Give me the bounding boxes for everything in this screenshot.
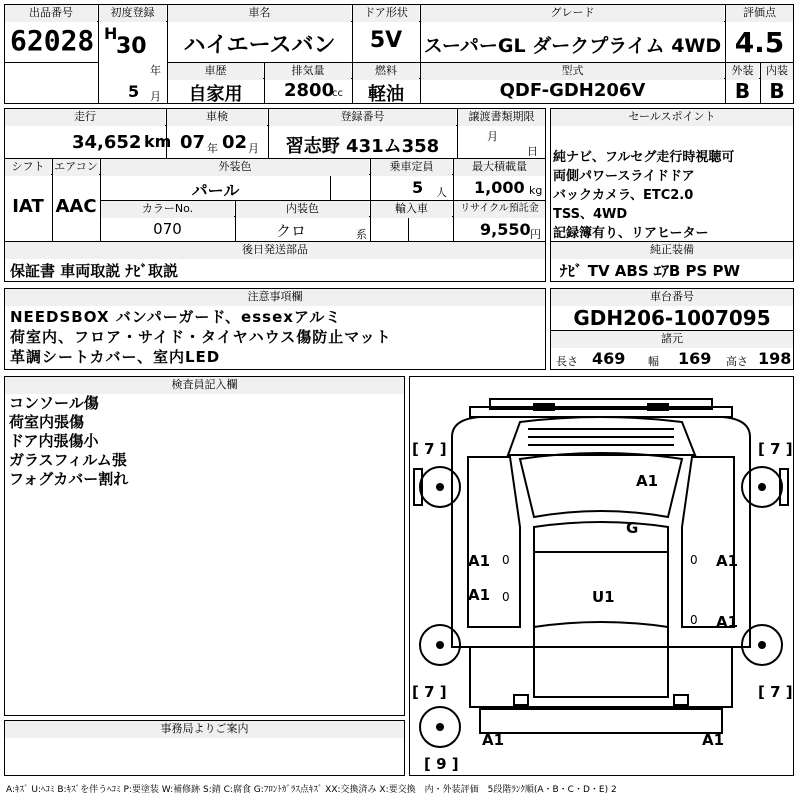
sales-label: セールスポイント — [551, 109, 793, 126]
notes-text — [10, 307, 392, 367]
inspector-notes — [9, 394, 128, 489]
door-label: ドア形状 — [353, 5, 419, 22]
intcolor-value: クロ — [275, 222, 306, 240]
right-rear-door-sub: 0 — [690, 613, 698, 627]
grade-name: スーパーGL ダークプライム 4WD — [423, 35, 722, 57]
left-rear-door-mark: A1 — [468, 586, 491, 604]
disp-value: 2800 — [284, 80, 335, 101]
tire-rear-left-mark: [ 7 ] — [412, 683, 447, 701]
legend: A:ｷｽﾞ U:ﾍｺﾐ B:ｷｽﾞを伴うﾍｺﾐ P:要塗装 W:補修跡 S:錆 C:腐食 G:ﾌﾛﾝﾄｶﾞﾗｽ点ｷｽﾞ XX:交換済み X:要交換 内・外装評価 5段階ﾗﾝｸ順(A・B・C・D・E) 2 — [6, 785, 617, 795]
type-label: 型式 — [421, 63, 724, 80]
shift-value: IAT — [12, 196, 44, 217]
cap-unit: 人 — [436, 186, 447, 199]
rear-left-mark: A1 — [482, 731, 505, 749]
load-label: 最大積載量 — [454, 159, 545, 176]
inspect-month: 02 — [222, 132, 248, 153]
first-reg-label: 初度登録 — [99, 5, 166, 22]
int-grade: B — [769, 79, 785, 103]
ext-label: 外装 — [726, 63, 759, 80]
left-front-door-mark: A1 — [468, 552, 491, 570]
notes-line: 荷室内、フロア・サイド・タイヤハウス傷防止マット — [10, 328, 392, 346]
tire-front-left-mark: [ 7 ] — [412, 440, 447, 458]
later-parts-value: 保証書 車両取説 ﾅﾋﾞ取説 — [10, 262, 178, 280]
mileage-label: 走行 — [5, 109, 165, 126]
plate-value: 習志野 431ム358 — [285, 136, 440, 157]
right-rear-door-mark: A1 — [716, 613, 739, 631]
lot-label: 出品番号 — [5, 5, 97, 22]
hood-damage-mark: A1 — [636, 472, 659, 490]
ext-grade: B — [734, 79, 751, 103]
rating-label: 評価点 — [726, 5, 793, 22]
equip-label: 純正装備 — [551, 242, 793, 259]
reg-month: 5 — [128, 82, 140, 101]
rating-value: 4.5 — [734, 26, 785, 59]
plate-label: 登録番号 — [269, 109, 456, 126]
wid-value: 169 — [678, 349, 712, 368]
spare-tire-mark: [ 9 ] — [424, 755, 459, 773]
recycle-label: リサイクル預託金 — [454, 201, 545, 218]
load-value: 1,000 — [474, 178, 525, 197]
grade-label: グレード — [421, 5, 724, 22]
type-value: QDF-GDH206V — [499, 80, 646, 101]
tire-front-right-mark: [ 7 ] — [758, 440, 793, 458]
transfer-label: 譲渡書類期限 — [458, 109, 545, 126]
inspector-line: 荷室内張傷 — [9, 413, 85, 431]
sales-line: 純ナビ、フルセグ走行時視聴可 — [553, 150, 735, 165]
fuel-value: 軽油 — [368, 84, 404, 105]
mileage-unit: km — [144, 132, 172, 151]
right-front-door-mark: A1 — [716, 552, 739, 570]
left-front-door-sub: 0 — [502, 553, 510, 567]
tire-rear-right-mark: [ 7 ] — [758, 683, 793, 701]
chassis-label: 車台番号 — [551, 289, 793, 306]
ac-label: エアコン — [53, 159, 99, 176]
wid-label: 幅 — [648, 355, 659, 368]
sales-line: 記録簿有り、リアヒーター — [553, 226, 709, 241]
car-outline — [410, 377, 793, 775]
inspector-line: ドア内張傷小 — [9, 432, 99, 450]
notes-label: 注意事項欄 — [5, 289, 545, 306]
hgt-label: 高さ — [726, 355, 748, 368]
inspector-label: 検査員記入欄 — [5, 377, 404, 394]
disp-unit: cc — [332, 88, 343, 99]
color-label: 外装色 — [101, 159, 369, 176]
history-label: 車歴 — [168, 63, 263, 80]
inspect-year-unit: 年 — [207, 142, 218, 155]
int-label: 内装 — [761, 63, 793, 80]
damage-diagram — [409, 376, 794, 776]
inspector-line: ガラスフィルム張 — [9, 451, 127, 469]
notes-line: 革調シートカバー、室内LED — [10, 348, 221, 366]
len-label: 長さ — [556, 355, 578, 368]
cap-value: 5 — [412, 178, 424, 197]
inspect-label: 車検 — [167, 109, 267, 126]
import-label: 輸入車 — [371, 201, 452, 218]
sales-line: バックカメラ、ETC2.0 — [553, 188, 694, 203]
color-value: パール — [191, 181, 240, 200]
dims-label: 諸元 — [551, 331, 793, 348]
era: H — [104, 24, 118, 43]
load-unit: kg — [529, 184, 543, 197]
sales-points — [553, 148, 734, 243]
later-parts-label: 後日発送部品 — [5, 242, 545, 259]
sales-line: 両側パワースライドドア — [553, 169, 695, 184]
cap-label: 乗車定員 — [371, 159, 452, 176]
right-front-door-sub: 0 — [690, 553, 698, 567]
ac-value: AAC — [55, 196, 97, 217]
len-value: 469 — [592, 349, 626, 368]
lot-number: 62028 — [10, 24, 95, 57]
equip-value: ﾅﾋﾞ TV ABS ｴｱB PS PW — [560, 262, 741, 280]
recycle-unit: 円 — [530, 228, 541, 241]
transfer-day-unit: 日 — [527, 145, 538, 158]
office-label: 事務局よりご案内 — [5, 721, 404, 738]
chassis-number: GDH206-1007095 — [573, 306, 771, 330]
roof-damage-mark: U1 — [592, 588, 615, 606]
reg-month-unit: 月 — [150, 90, 161, 103]
intcolor-label: 内装色 — [236, 201, 369, 218]
inspector-line: フォグカバー割れ — [9, 470, 129, 488]
recycle-value: 9,550 — [480, 220, 531, 239]
fuel-label: 燃料 — [353, 63, 419, 80]
model-label: 車名 — [168, 5, 351, 22]
intcolor-unit: 系 — [356, 228, 367, 241]
left-rear-door-sub: 0 — [502, 590, 510, 604]
notes-line: NEEDSBOX バンパーガード、essexアルミ — [10, 308, 342, 326]
door-type: 5V — [369, 28, 403, 53]
sales-line: TSS、4WD — [553, 207, 628, 222]
inspector-line: コンソール傷 — [9, 394, 99, 412]
hgt-value: 198 — [758, 349, 792, 368]
history-value: 自家用 — [188, 84, 243, 105]
transfer-month-unit: 月 — [487, 130, 498, 143]
model-name: ハイエースバン — [183, 33, 336, 58]
reg-year-unit: 年 — [150, 64, 161, 77]
inspect-month-unit: 月 — [248, 142, 259, 155]
shift-label: シフト — [5, 159, 51, 176]
glass-damage-mark: G — [626, 519, 639, 537]
colorno-label: カラーNo. — [101, 201, 234, 218]
rear-right-mark: A1 — [702, 731, 725, 749]
mileage-value: 34,652 — [72, 132, 142, 153]
inspect-year: 07 — [180, 132, 206, 153]
reg-year: 30 — [116, 34, 147, 59]
colorno-value: 070 — [153, 220, 182, 238]
disp-label: 排気量 — [265, 63, 351, 80]
